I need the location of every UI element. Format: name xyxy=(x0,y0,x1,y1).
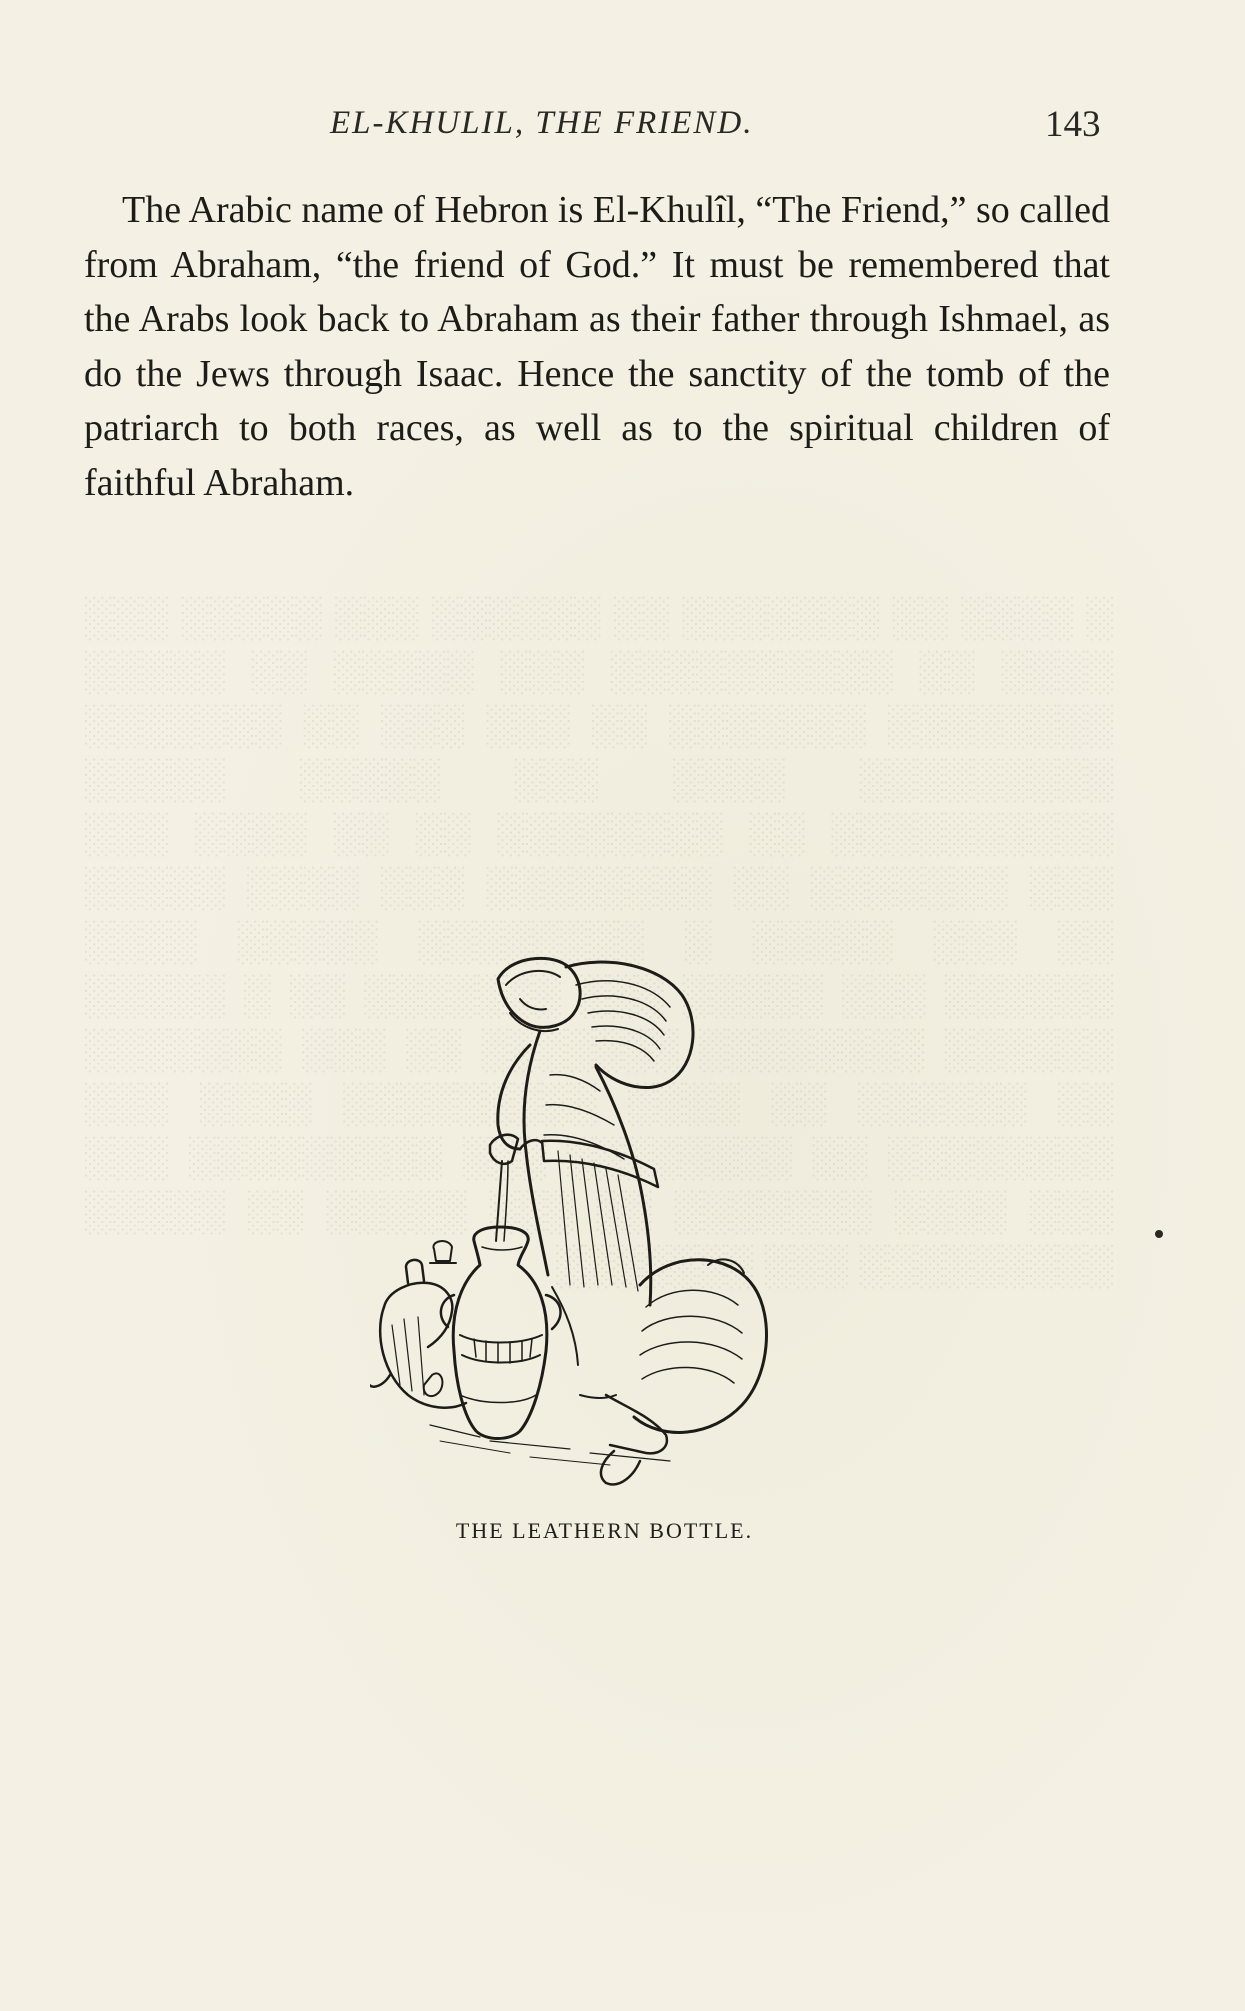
ink-speck xyxy=(1155,1230,1163,1238)
body-paragraph: The Arabic name of Hebron is El-Khulîl, “The Friend,” so called from Abraham, “the friend of God.” It must be remembered that the Arabs look back to Abraham as their father through Ishmael, as do the Jews through Isaac. Hence the sanctity of the tomb of the patriarch to both races, as well as to the spiritual children of faithful Abraham. xyxy=(84,189,1110,504)
running-head xyxy=(0,105,1245,155)
page-number: 143 xyxy=(1045,104,1101,145)
figure-caption xyxy=(0,1518,1245,1544)
engraving-illustration xyxy=(370,955,840,1495)
leathern-bottle-engraving xyxy=(370,955,840,1495)
bleed-through-text: ░ ░░░░ ░░ ░░░░░░░ ░░ ░░░░░░ ░░░ ░░░░░ ░░░ ░░░░ ░░ ░░░░░░░░░░ ░░░ ░░░░░ ░░ ░░░░░ ░░░░░░░░ ░░░░░░░ ░░ ░░░ ░░░ ░░ ░░░░░░░ ░░░░░░░░░ ░░░░ ░░░ ░░░░░ ░░░░░ ░░░░░░░░░░ ░░ ░░░░░░░░ ░░ ░░ ░░░░ ░░░ ░░░ ░░░░░░░ ░░ ░░░░░░░░ ░░░ ░░░░ ░░░░░ ░░ ░░░ ░░░░░ ░ ░░░░░░░░ ░░░░░ ░░░░ ░░░░░░ ░░░ ░░░░░ ░░░ ░░░░░░░ ░░ ░ ░░░░░ ░░░░░░ ░░░░░░░░ ░░░░░░░ ░░ ░░░ ░░░░░░░ ░░ ░░░░░░ ░░ ░░░░ ░░░░░░░░░ ░░░░ ░░░ ░░░░░░░░ ░░ ░░░░░░░░ ░░░ ░░░░░░░░░ ░░░ ░░░ ░░░░ ░░░░░░░ ░░ ░░░ ░░░░░ ░░ ░░░░░ ░░░░░░░░░ ░░░ ░░░░░░░ xyxy=(85,594,1115,1287)
running-head-title: EL-KHULIL, THE FRIEND. xyxy=(330,105,754,141)
figure-caption-text: THE LEATHERN BOTTLE. xyxy=(455,1518,754,1543)
